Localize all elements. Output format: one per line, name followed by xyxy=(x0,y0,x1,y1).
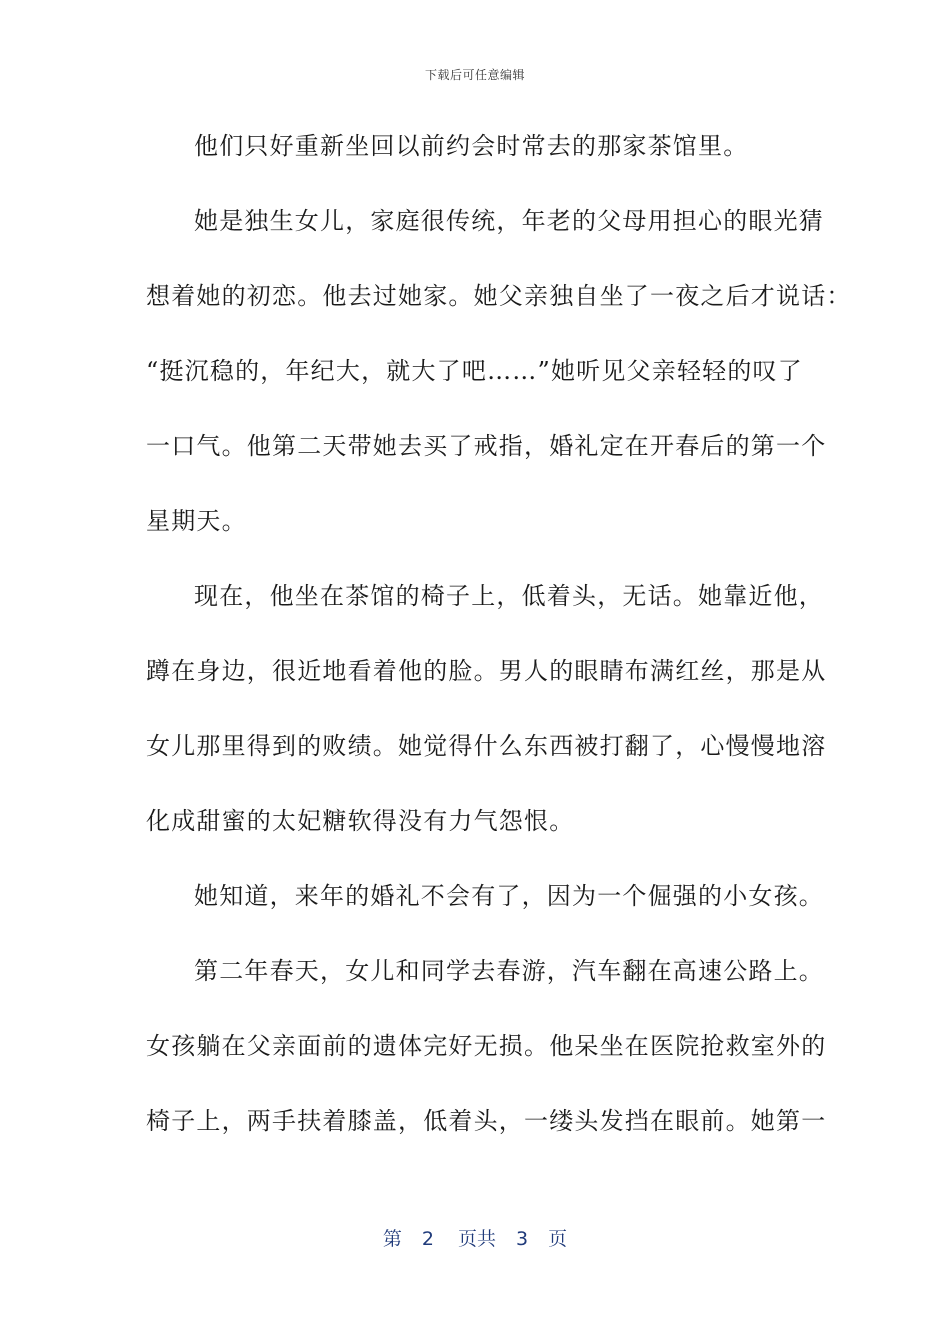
text-line: 一口气。他第二天带她去买了戒指，婚礼定在开春后的第一个 xyxy=(146,432,827,460)
text-line: 她是独生女儿，家庭很传统，年老的父母用担心的眼光猜 xyxy=(194,207,824,235)
text-line: “挺沉稳的，年纪大，就大了吧……”她听见父亲轻轻的叹了 xyxy=(146,357,803,385)
text-line: 现在，他坐在茶馆的椅子上，低着头，无话。她靠近他， xyxy=(194,582,824,610)
footer-page-number: 2 xyxy=(421,1228,434,1250)
page-footer xyxy=(0,1224,950,1251)
footer-middle: 页共 xyxy=(457,1228,496,1250)
footer-prefix: 第 xyxy=(382,1228,402,1250)
text-line: 蹲在身边，很近地看着他的脸。男人的眼睛布满红丝，那是从 xyxy=(146,657,827,685)
page-header: 下载后可任意编辑 xyxy=(424,68,525,82)
text-line: 女孩躺在父亲面前的遗体完好无损。他呆坐在医院抢救室外的 xyxy=(146,1032,827,1060)
text-line: 他们只好重新坐回以前约会时常去的那家茶馆里。 xyxy=(194,132,749,160)
document-body xyxy=(146,124,852,1174)
footer-suffix: 页 xyxy=(548,1228,568,1250)
text-line: 化成甜蜜的太妃糖软得没有力气怨恨。 xyxy=(146,807,575,835)
text-line: 女儿那里得到的败绩。她觉得什么东西被打翻了，心慢慢地溶 xyxy=(146,732,827,760)
text-line: 星期天。 xyxy=(146,507,247,535)
text-line: 第二年春天，女儿和同学去春游，汽车翻在高速公路上。 xyxy=(194,957,824,985)
text-line: 她知道，来年的婚礼不会有了，因为一个倔强的小女孩。 xyxy=(194,882,824,910)
footer-total-pages: 3 xyxy=(516,1228,529,1250)
text-line: 想着她的初恋。他去过她家。她父亲独自坐了一夜之后才说话： xyxy=(146,282,852,310)
text-line: 椅子上，两手扶着膝盖，低着头，一缕头发挡在眼前。她第一 xyxy=(146,1107,827,1135)
